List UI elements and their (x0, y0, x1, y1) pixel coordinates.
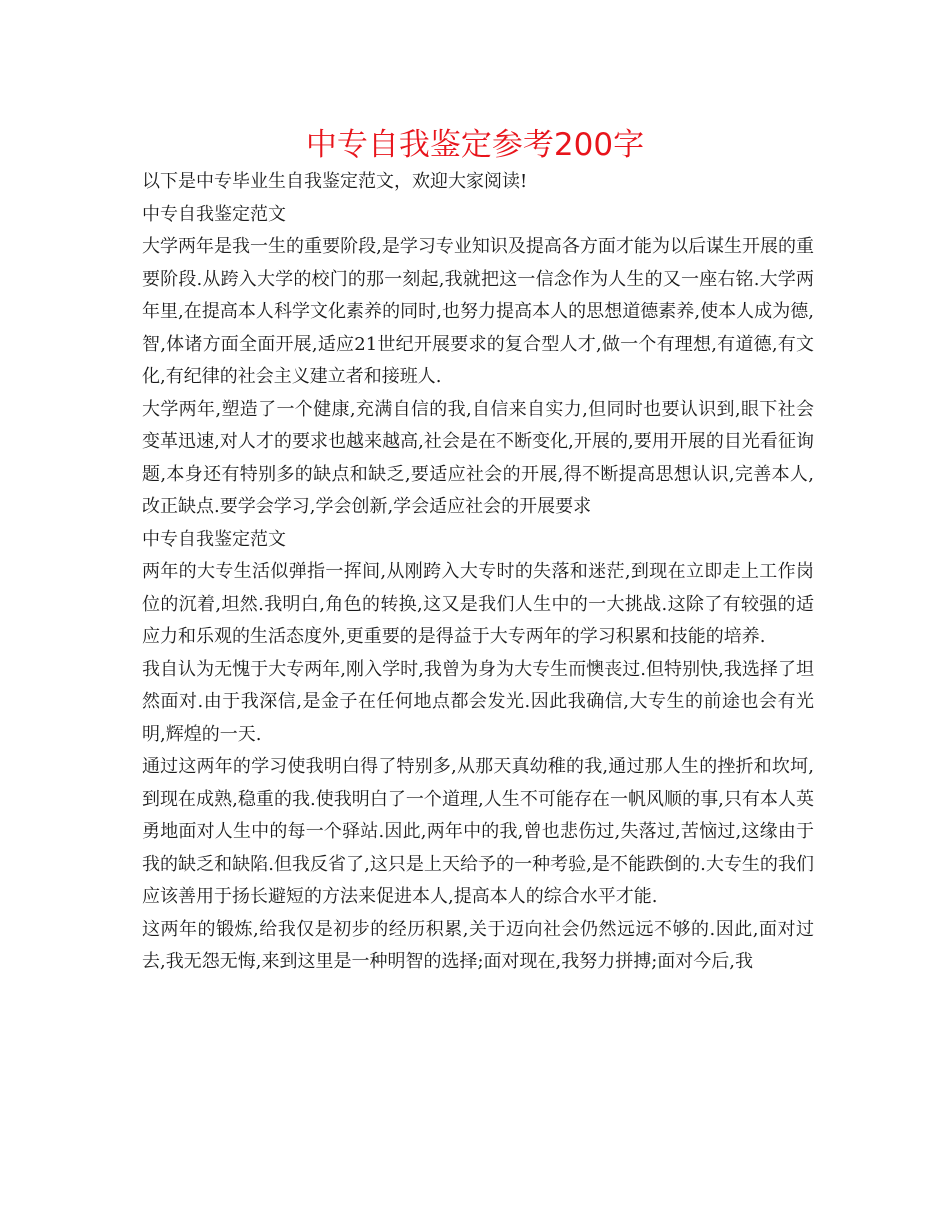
body-paragraph: 这两年的锻炼,给我仅是初步的经历积累,关于迈向社会仍然远远不够的.因此,面对过去,我无怨无悔,来到这里是一种明智的选择;面对现在,我努力拼搏;面对今后,我 (142, 918, 814, 972)
intro-paragraph: 以下是中专毕业生自我鉴定范文，欢迎大家阅读! (142, 171, 528, 192)
body-paragraph: 我自认为无愧于大专两年,刚入学时,我曾为身为大专生而懊丧过.但特别快,我选择了坦然面对.由于我深信,是金子在任何地点都会发光.因此我确信,大专生的前途也会有光明,辉煌的一天. (142, 658, 814, 745)
section-heading: 中专自我鉴定范文 (142, 203, 286, 225)
body-paragraph: 两年的大专生活似弹指一挥间,从刚跨入大专时的失落和迷茫,到现在立即走上工作岗位的沉着,坦然.我明白,角色的转换,这又是我们人生中的一大挑战.这除了有较强的适应力和乐观的生活态度外,更重要的是得益于大专两年的学习积累和技能的培养. (142, 561, 814, 647)
body-paragraph: 大学两年是我一生的重要阶段,是学习专业知识及提高各方面才能为以后谋生开展的重要阶段.从跨入大学的校门的那一刻起,我就把这一信念作为人生的又一座右铭.大学两年里,在提高本人科学文化素养的同时,也努力提高本人的思想道德素养,使本人成为德,智,体诸方面全面开展,适应21世纪开展要求的复合型人才,做一个有理想,有道德,有文化,有纪律的社会主义建立者和接班人. (142, 236, 814, 387)
document-body (142, 166, 814, 979)
document-title: 中专自我鉴定参考200字 (305, 127, 645, 163)
body-paragraph: 大学两年,塑造了一个健康,充满自信的我,自信来自实力,但同时也要认识到,眼下社会变革迅速,对人才的要求也越来越高,社会是在不断变化,开展的,要用开展的目光看征询题,本身还有特别多的缺点和缺乏,要适应社会的开展,得不断提高思想认识,完善本人,改正缺点.要学会学习,学会创新,学会适应社会的开展要求 (142, 398, 814, 517)
body-paragraph: 通过这两年的学习使我明白得了特别多,从那天真幼稚的我,通过那人生的挫折和坎坷,到现在成熟,稳重的我.使我明白了一个道理,人生不可能存在一帆风顺的事,只有本人英勇地面对人生中的每一个驿站.因此,两年中的我,曾也悲伤过,失落过,苦恼过,这缘由于我的缺乏和缺陷.但我反省了,这只是上天给予的一种考验,是不能跌倒的.大专生的我们应该善用于扬长避短的方法来促进本人,提高本人的综合水平才能. (142, 756, 814, 907)
section-heading: 中专自我鉴定范文 (142, 528, 286, 550)
